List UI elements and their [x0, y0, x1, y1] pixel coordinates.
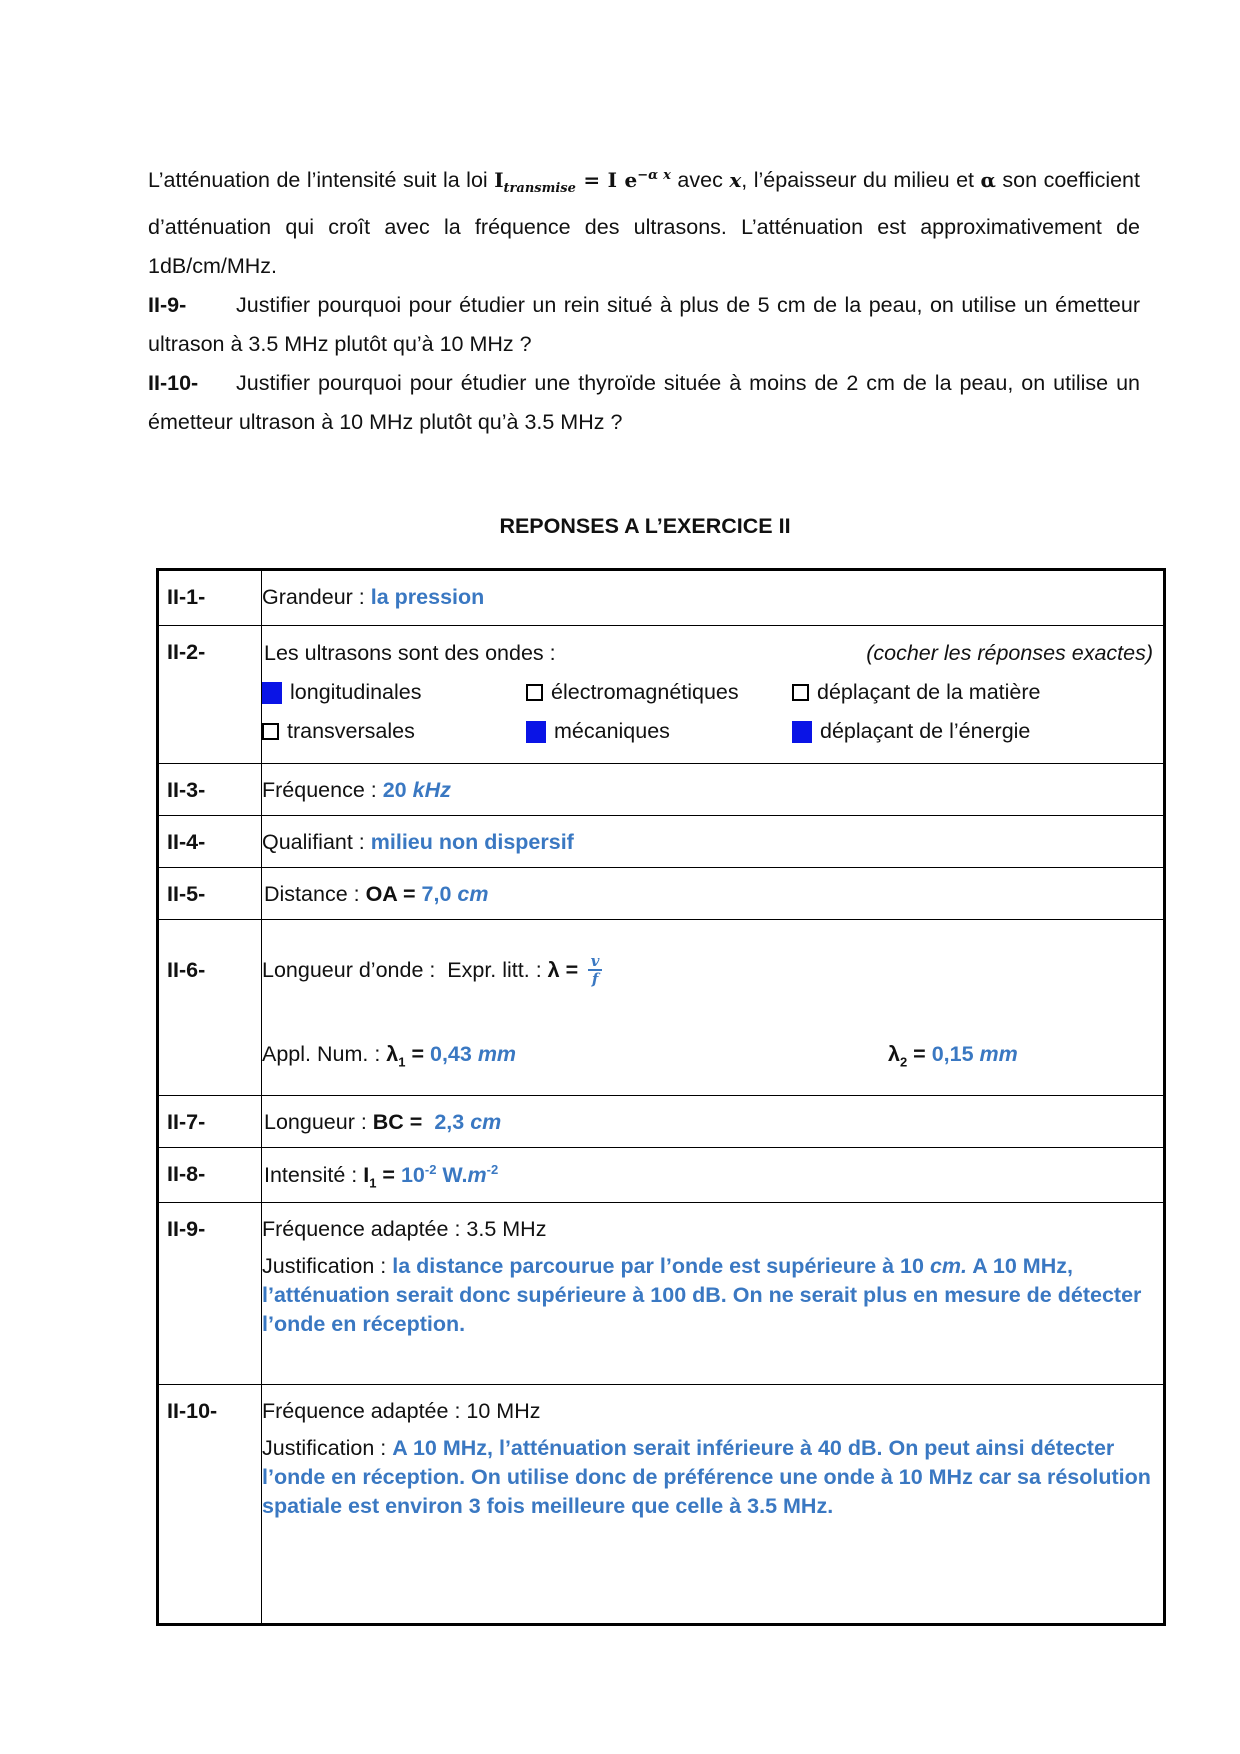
answer-symbol: OA = [365, 882, 422, 906]
question-number: II-9- [148, 293, 187, 317]
lambda-subscript: 1 [398, 1054, 406, 1070]
checklist-row [262, 673, 1153, 712]
answers-table [156, 568, 1166, 1626]
lambda-symbol: λ [386, 1042, 399, 1066]
question-text: Justifier pourquoi pour étudier une thyroïde située à moins de 2 cm de la peau, on utilise un émetteur ultrason à 10 MHz plutôt qu’à 3.5 MHz ? [148, 371, 1140, 434]
answer-symbol: BC = [372, 1110, 429, 1134]
justification-text: A 10 MHz, l’atténuation serait inférieure à 40 dB. On peut ainsi détecter l’onde en réception. On utilise donc de préférence une onde à 10 MHz car sa résolution spatiale est environ 3 fois meilleure que celle à 3.5 MHz. [262, 1436, 1151, 1519]
answer-row-ii-3 [158, 764, 1165, 816]
answer-row-ii-8 [158, 1148, 1165, 1203]
equals-sign: = [405, 1042, 430, 1066]
answer-label: II-1- [158, 570, 262, 626]
answer-prefix: Qualifiant : [262, 830, 371, 854]
answer-body [262, 868, 1165, 920]
checkbox-unchecked-icon[interactable] [526, 684, 543, 701]
option-mecaniques[interactable] [526, 719, 792, 744]
answer-label: II-6- [158, 920, 262, 1096]
question-ii-9 [148, 286, 1140, 364]
answer-row-ii-5 [158, 868, 1165, 920]
checkbox-unchecked-icon[interactable] [792, 684, 809, 701]
answer-row-ii-7 [158, 1096, 1165, 1148]
answer-symbol: I [363, 1163, 370, 1187]
unit-exponent: -2 [486, 1162, 499, 1177]
checkbox-checked-icon[interactable] [526, 721, 546, 743]
answer-label: II-10- [158, 1385, 262, 1625]
answer-label: II-8- [158, 1148, 262, 1203]
checkbox-checked-icon[interactable] [792, 721, 812, 743]
answer-label: II-4- [158, 816, 262, 868]
intro-text-3: , l’épaisseur du milieu et [741, 168, 981, 192]
answer-body [262, 570, 1165, 626]
equals-sign: = [376, 1163, 401, 1187]
answer-value: 0,43 [429, 1042, 478, 1066]
option-label: électromagnétiques [551, 680, 739, 704]
answer-prefix: Intensité : [264, 1163, 364, 1187]
intro-text-2: avec [670, 168, 730, 192]
lambda-symbol: λ [888, 1042, 900, 1066]
answer-prefix: Fréquence : [262, 778, 383, 802]
adapted-frequency: Fréquence adaptée : 3.5 MHz [262, 1217, 547, 1242]
intro-paragraph [148, 156, 1140, 286]
attenuation-law-equation [494, 168, 671, 196]
answer-row-ii-2 [158, 626, 1165, 764]
option-electromagnetiques[interactable] [526, 680, 792, 705]
intro-text-4: son coefficient d’atténuation qui croît avec la fréquence des ultrasons. L’atténuation est approximativement de 1dB/cm/MHz. [148, 168, 1140, 278]
answer-body [262, 764, 1165, 816]
option-label: mécaniques [554, 719, 670, 743]
answer-value: milieu non dispersif [370, 830, 574, 854]
option-longitudinales[interactable] [262, 680, 526, 705]
answer-row-ii-10 [158, 1385, 1165, 1625]
answer-symbol-subscript: 1 [369, 1175, 377, 1191]
equals-sign: = [907, 1042, 932, 1066]
intro-text-1: L’atténuation de l’intensité suit la loi [148, 168, 495, 192]
eq-mid: = I e [575, 168, 638, 192]
question-number: II-10- [148, 371, 199, 395]
answer-row-ii-1 [158, 570, 1165, 626]
wavelength-expression [262, 946, 1153, 994]
answer-row-ii-4 [158, 816, 1165, 868]
var-alpha: α [980, 168, 996, 192]
answer-prefix: Les ultrasons sont des ondes : [264, 641, 556, 665]
fraction-v-over-f [588, 953, 602, 987]
option-deplacant-energie[interactable] [792, 719, 1030, 744]
answer-unit: W. [436, 1163, 468, 1187]
intensity-value [401, 1163, 498, 1187]
justification-label: Justification : [262, 1254, 393, 1279]
answer-unit: mm [477, 1042, 517, 1066]
answer-value: 0,15 [931, 1042, 980, 1066]
answer-body [262, 1385, 1165, 1625]
justification-text-1: la distance parcourue par l’onde est supérieure à 10 [392, 1254, 930, 1279]
lambda-2-value [888, 1042, 1018, 1069]
fraction-denominator: f [591, 970, 599, 988]
checklist-hint: (cocher les réponses exactes) [866, 641, 1153, 665]
answer-unit-m: m [467, 1163, 487, 1187]
answer-label: II-9- [158, 1203, 262, 1385]
option-label: transversales [287, 719, 415, 743]
justification-text-2: A 10 MHz, l’atténuation serait donc supérieure à 100 dB. On ne serait plus en mesure de détecter l’onde en réception. [262, 1254, 1142, 1337]
answer-body [262, 1203, 1165, 1385]
lambda-1-value [262, 1042, 888, 1069]
answer-unit: cm [470, 1110, 502, 1134]
adapted-frequency: Fréquence adaptée : 10 MHz [262, 1399, 541, 1424]
answer-label: II-2- [158, 626, 262, 764]
answer-prefix: Longueur : [264, 1110, 373, 1134]
question-text: Justifier pourquoi pour étudier un rein situé à plus de 5 cm de la peau, on utilise un émetteur ultrason à 3.5 MHz plutôt qu’à 10 MHz ? [148, 293, 1140, 356]
value-exponent: -2 [424, 1162, 437, 1177]
option-label: longitudinales [290, 680, 422, 704]
eq-lhs: I [494, 168, 504, 192]
answer-body [262, 626, 1165, 764]
answer-value: la pression [370, 585, 485, 609]
answer-body [262, 1096, 1165, 1148]
answer-prefix: Distance : [264, 882, 366, 906]
answer-value: 7,0 [421, 882, 458, 906]
answer-value: 10 [400, 1163, 425, 1187]
answer-label: II-3- [158, 764, 262, 816]
justification [262, 1434, 1153, 1521]
justification-label: Justification : [262, 1436, 393, 1461]
answer-row-ii-6 [158, 920, 1165, 1096]
answer-value: 20 [382, 778, 413, 802]
answer-value: 2,3 [428, 1110, 471, 1134]
fraction-numerator: v [590, 952, 600, 970]
answer-body [262, 816, 1165, 868]
appl-num-label: Appl. Num. : [262, 1042, 387, 1066]
answer-body [262, 920, 1165, 1096]
option-transversales[interactable] [262, 719, 526, 744]
answer-prefix: Longueur d’onde : Expr. litt. : [262, 957, 548, 982]
justification [262, 1252, 1153, 1339]
answer-body [262, 1148, 1165, 1203]
answer-unit: kHz [412, 778, 451, 802]
justification-unit: cm. [929, 1254, 968, 1279]
option-label: déplaçant de la matière [817, 680, 1041, 704]
answer-prefix: Grandeur : [262, 585, 371, 609]
lambda-symbol: λ = [547, 957, 585, 982]
answer-label: II-5- [158, 868, 262, 920]
eq-subscript: transmise [503, 181, 576, 196]
var-x: x [729, 168, 742, 192]
checkbox-unchecked-icon[interactable] [262, 723, 279, 740]
checklist-header [262, 634, 1153, 673]
lambda-subscript: 2 [899, 1054, 908, 1070]
answer-unit: mm [979, 1042, 1018, 1066]
answer-unit: cm [457, 882, 489, 906]
intro-text [148, 156, 1140, 442]
answer-row-ii-9 [158, 1203, 1165, 1385]
question-ii-10 [148, 364, 1140, 442]
section-title: REPONSES A L’EXERCICE II [499, 514, 791, 538]
checklist-row [262, 712, 1153, 751]
wavelength-values [262, 1042, 1153, 1069]
checkbox-checked-icon[interactable] [262, 682, 282, 704]
eq-exponent: −α x [637, 168, 671, 183]
answer-label: II-7- [158, 1096, 262, 1148]
option-deplacant-matiere[interactable] [792, 680, 1041, 705]
option-label: déplaçant de l’énergie [820, 719, 1031, 743]
